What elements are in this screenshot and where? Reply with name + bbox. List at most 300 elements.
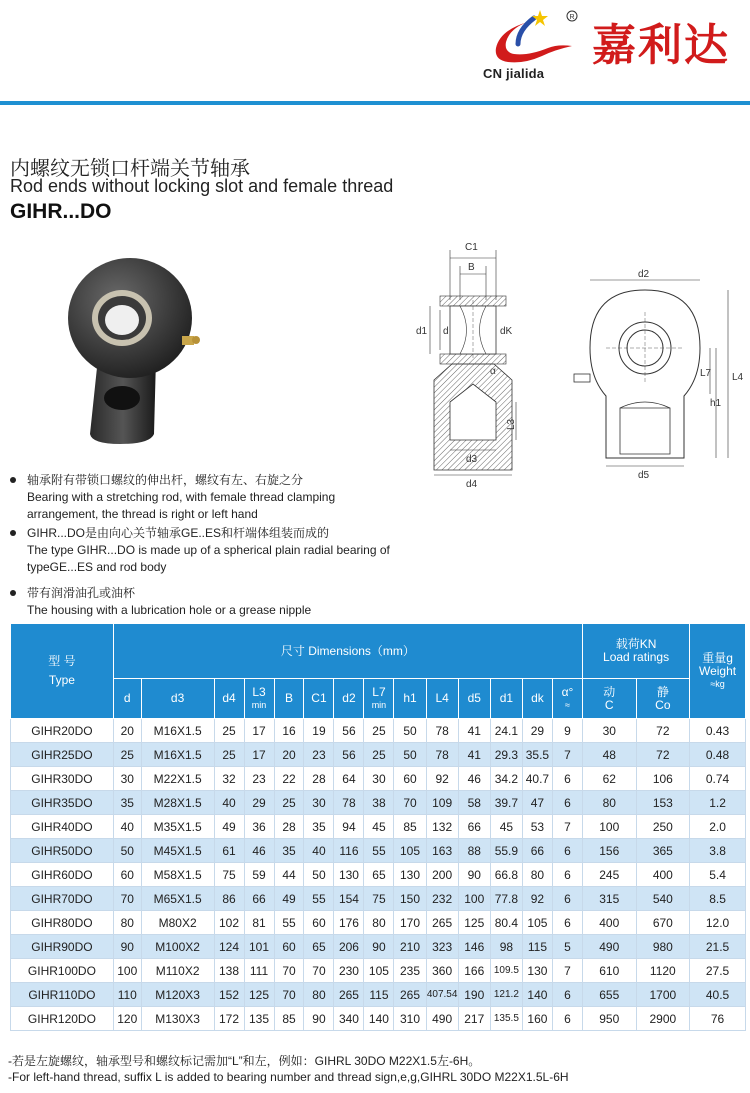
weight-header — [690, 624, 746, 719]
column-header — [522, 679, 552, 719]
product-photo — [60, 248, 200, 448]
table-cell: 310 — [394, 1007, 426, 1031]
bullet-text-en: Bearing with a stretching rod, with female thread clamping arrangement, the thread is right or left hand — [27, 490, 336, 521]
bullet-text-cn: 带有润滑油孔或油杯 — [27, 586, 136, 600]
table-cell: 217 — [458, 1007, 490, 1031]
table-cell: 245 — [582, 863, 636, 887]
table-cell: 58 — [458, 791, 490, 815]
table-row — [11, 935, 746, 959]
bullet-dot — [10, 530, 16, 536]
table-cell: 17 — [244, 719, 274, 743]
table-cell: 30 — [113, 767, 141, 791]
table-cell: 105 — [522, 911, 552, 935]
title-english: Rod ends without locking slot and female thread — [10, 176, 394, 196]
table-cell: 80 — [582, 791, 636, 815]
section-drawing — [410, 230, 530, 490]
table-cell: 21.5 — [690, 935, 746, 959]
label-d2: d2 — [638, 269, 650, 280]
table-cell: 60 — [274, 935, 304, 959]
table-cell: 70 — [113, 887, 141, 911]
table-cell: 80 — [364, 911, 394, 935]
table-cell: M58X1.5 — [141, 863, 214, 887]
table-cell: 40.5 — [690, 983, 746, 1007]
column-header-label: α° — [561, 684, 574, 699]
table-row — [11, 815, 746, 839]
table-cell: 70 — [304, 959, 334, 983]
column-header-label: d2 — [342, 691, 356, 705]
table-cell: 135 — [244, 1007, 274, 1031]
table-cell: 85 — [394, 815, 426, 839]
column-header-min: min — [251, 699, 267, 710]
table-cell: 7 — [552, 959, 582, 983]
bullet-dot — [10, 590, 16, 596]
table-cell: 47 — [522, 791, 552, 815]
table-cell: 75 — [214, 863, 244, 887]
table-cell: 19 — [304, 719, 334, 743]
table-cell: M80X2 — [141, 911, 214, 935]
table-cell: 0.74 — [690, 767, 746, 791]
column-header-label: L7 — [372, 684, 386, 699]
table-cell: 340 — [334, 1007, 364, 1031]
table-cell: 76 — [690, 1007, 746, 1031]
table-cell: 66 — [458, 815, 490, 839]
model-cell: GIHR90DO — [11, 935, 114, 959]
table-cell: 232 — [426, 887, 458, 911]
table-cell: 265 — [394, 983, 426, 1007]
column-header-label: d1 — [499, 691, 514, 705]
table-cell: 125 — [244, 983, 274, 1007]
table-cell: 70 — [394, 791, 426, 815]
column-header-row — [11, 679, 746, 719]
table-cell: 45 — [364, 815, 394, 839]
table-cell: 250 — [636, 815, 690, 839]
table-cell: 41 — [458, 719, 490, 743]
load-header-en: Load ratings — [603, 650, 670, 664]
column-header-label: L3 — [252, 684, 266, 699]
table-row — [11, 887, 746, 911]
table-cell: 6 — [552, 791, 582, 815]
table-cell: 172 — [214, 1007, 244, 1031]
column-header — [274, 679, 304, 719]
table-cell: 106 — [636, 767, 690, 791]
table-cell: 98 — [490, 935, 522, 959]
table-cell: 65 — [364, 863, 394, 887]
table-cell: 50 — [113, 839, 141, 863]
table-cell: 56 — [334, 743, 364, 767]
table-body — [11, 719, 746, 1031]
table-cell: 80 — [113, 911, 141, 935]
table-cell: 235 — [394, 959, 426, 983]
table-cell: 38 — [364, 791, 394, 815]
column-header — [334, 679, 364, 719]
table-cell: 56 — [334, 719, 364, 743]
column-header — [458, 679, 490, 719]
table-cell: 72 — [636, 743, 690, 767]
type-header — [11, 624, 114, 719]
title-chinese: 内螺纹无锁口杆端关节轴承 — [10, 158, 250, 180]
table-cell: 44 — [274, 863, 304, 887]
column-header — [426, 679, 458, 719]
table-cell: 230 — [334, 959, 364, 983]
table-cell: 152 — [214, 983, 244, 1007]
table-cell: 610 — [582, 959, 636, 983]
bullet-item — [10, 585, 390, 619]
table-cell: 206 — [334, 935, 364, 959]
table-cell: M120X3 — [141, 983, 214, 1007]
column-header-label: B — [284, 691, 293, 705]
load-column-cn: 静 — [656, 684, 669, 699]
bullet-text-cn: 轴承附有带锁口螺纹的伸出杆，螺纹有左、右旋之分 — [27, 473, 304, 487]
table-cell: 50 — [394, 719, 426, 743]
model-cell: GIHR50DO — [11, 839, 114, 863]
table-cell: 6 — [552, 887, 582, 911]
label-d4: d4 — [466, 479, 478, 490]
table-cell: 35.5 — [522, 743, 552, 767]
table-cell: 110 — [113, 983, 141, 1007]
table-cell: 49 — [274, 887, 304, 911]
column-header-label: d — [123, 691, 131, 705]
table-cell: 25 — [214, 719, 244, 743]
model-cell: GIHR20DO — [11, 719, 114, 743]
table-cell: 655 — [582, 983, 636, 1007]
table-row — [11, 911, 746, 935]
table-cell: 55 — [364, 839, 394, 863]
load-column-header — [636, 679, 690, 719]
weight-header-cn: 重量g — [702, 650, 733, 665]
table-row — [11, 839, 746, 863]
table-cell: 29 — [244, 791, 274, 815]
column-header — [394, 679, 426, 719]
table-cell: 25 — [274, 791, 304, 815]
table-cell: 41 — [458, 743, 490, 767]
table-cell: M16X1.5 — [141, 743, 214, 767]
model-code: GIHR...DO — [10, 200, 112, 223]
table-cell: 115 — [364, 983, 394, 1007]
table-row — [11, 743, 746, 767]
table-cell: 100 — [582, 815, 636, 839]
model-cell: GIHR100DO — [11, 959, 114, 983]
table-cell: 6 — [552, 983, 582, 1007]
column-header — [244, 679, 274, 719]
table-cell: 365 — [636, 839, 690, 863]
table-cell: 1120 — [636, 959, 690, 983]
table-cell: 111 — [244, 959, 274, 983]
table-cell: 60 — [304, 911, 334, 935]
header-divider — [0, 101, 750, 105]
table-cell: 124 — [214, 935, 244, 959]
table-cell: 20 — [113, 719, 141, 743]
table-cell: 25 — [214, 743, 244, 767]
table-cell: M65X1.5 — [141, 887, 214, 911]
table-row — [11, 719, 746, 743]
table-cell: 156 — [582, 839, 636, 863]
table-cell: 35 — [304, 815, 334, 839]
table-cell: 315 — [582, 887, 636, 911]
table-cell: 53 — [522, 815, 552, 839]
column-header — [113, 679, 141, 719]
table-cell: 70 — [274, 983, 304, 1007]
company-logo — [488, 8, 580, 68]
table-cell: 78 — [426, 743, 458, 767]
label-l4: L4 — [732, 372, 744, 383]
table-cell: 170 — [394, 911, 426, 935]
table-cell: 77.8 — [490, 887, 522, 911]
column-header — [552, 679, 582, 719]
table-cell: 130 — [334, 863, 364, 887]
load-column-en: Co — [655, 697, 671, 712]
table-cell: 90 — [304, 1007, 334, 1031]
table-cell: 55 — [274, 911, 304, 935]
table-cell: 210 — [394, 935, 426, 959]
table-cell: 140 — [522, 983, 552, 1007]
table-cell: 6 — [552, 839, 582, 863]
table-cell: 49 — [214, 815, 244, 839]
table-cell: 78 — [334, 791, 364, 815]
table-cell: 92 — [522, 887, 552, 911]
table-cell: 34.2 — [490, 767, 522, 791]
table-cell: 40 — [214, 791, 244, 815]
table-cell: 670 — [636, 911, 690, 935]
table-cell: 407.54 — [426, 983, 458, 1007]
table-cell: 120 — [113, 1007, 141, 1031]
column-header-label: h1 — [403, 691, 417, 705]
table-cell: 30 — [364, 767, 394, 791]
table-cell: 40 — [304, 839, 334, 863]
bullet-dot — [10, 477, 16, 483]
table-cell: 66 — [244, 887, 274, 911]
table-row — [11, 767, 746, 791]
table-cell: 3.8 — [690, 839, 746, 863]
footnote-chinese: -若是左旋螺纹，轴承型号和螺纹标记需加“L”和左，例如：GIHRL 30DO M22X1.5左-6H。 — [8, 1054, 481, 1068]
table-cell: 109.5 — [490, 959, 522, 983]
table-cell: 135.5 — [490, 1007, 522, 1031]
table-cell: 176 — [334, 911, 364, 935]
model-cell: GIHR120DO — [11, 1007, 114, 1031]
table-row — [11, 983, 746, 1007]
table-cell: 160 — [522, 1007, 552, 1031]
load-header-cn: 载荷KN — [615, 637, 657, 651]
table-cell: 64 — [334, 767, 364, 791]
table-cell: 86 — [214, 887, 244, 911]
registered-mark: R — [569, 14, 575, 21]
table-cell: 78 — [426, 719, 458, 743]
table-cell: 400 — [636, 863, 690, 887]
table-cell: 100 — [113, 959, 141, 983]
table-cell: 25 — [364, 719, 394, 743]
table-cell: 23 — [304, 743, 334, 767]
table-cell: 62 — [582, 767, 636, 791]
table-cell: 24.1 — [490, 719, 522, 743]
bullet-text-cn: GIHR...DO是由向心关节轴承GE..ES和杆端体组装而成的 — [27, 526, 330, 540]
column-header — [141, 679, 214, 719]
table-cell: 140 — [364, 1007, 394, 1031]
table-cell: M28X1.5 — [141, 791, 214, 815]
type-header-cn: 型 号 — [48, 654, 76, 668]
table-cell: 980 — [636, 935, 690, 959]
column-header-label: d5 — [467, 691, 481, 705]
bullet-text-en: The housing with a lubrication hole or a grease nipple — [27, 603, 312, 617]
column-header — [364, 679, 394, 719]
table-cell: 20 — [274, 743, 304, 767]
label-c1: C1 — [465, 242, 478, 253]
label-d1: d1 — [416, 326, 428, 337]
table-cell: 90 — [364, 935, 394, 959]
table-row — [11, 863, 746, 887]
table-cell: M16X1.5 — [141, 719, 214, 743]
column-header-label: d3 — [170, 691, 185, 705]
table-cell: 116 — [334, 839, 364, 863]
table-cell: 28 — [304, 767, 334, 791]
table-cell: 323 — [426, 935, 458, 959]
table-cell: 6 — [552, 767, 582, 791]
table-cell: 6 — [552, 911, 582, 935]
model-cell: GIHR30DO — [11, 767, 114, 791]
column-header-label: dk — [531, 691, 544, 705]
table-cell: 80 — [522, 863, 552, 887]
table-cell: 490 — [582, 935, 636, 959]
table-cell: 80.4 — [490, 911, 522, 935]
table-cell: 121.2 — [490, 983, 522, 1007]
type-header-en: Type — [48, 673, 75, 687]
table-cell: 85 — [274, 1007, 304, 1031]
table-cell: 6 — [552, 863, 582, 887]
table-cell: 29.3 — [490, 743, 522, 767]
column-header-approx: ≈ — [564, 699, 570, 710]
table-cell: 35 — [274, 839, 304, 863]
table-cell: 8.5 — [690, 887, 746, 911]
table-cell: 30 — [304, 791, 334, 815]
label-l3: L3 — [506, 418, 517, 430]
label-b: B — [468, 262, 475, 273]
table-row — [11, 791, 746, 815]
table-cell: 40 — [113, 815, 141, 839]
table-cell: 105 — [394, 839, 426, 863]
column-header — [304, 679, 334, 719]
table-cell: 66.8 — [490, 863, 522, 887]
table-cell: 5.4 — [690, 863, 746, 887]
table-cell: 66 — [522, 839, 552, 863]
table-cell: 12.0 — [690, 911, 746, 935]
table-cell: 2900 — [636, 1007, 690, 1031]
table-cell: 132 — [426, 815, 458, 839]
table-cell: 70 — [274, 959, 304, 983]
table-cell: 40.7 — [522, 767, 552, 791]
table-cell: 94 — [334, 815, 364, 839]
table-cell: 138 — [214, 959, 244, 983]
table-cell: 166 — [458, 959, 490, 983]
bullet-item — [10, 525, 390, 576]
table-cell: 60 — [394, 767, 426, 791]
dimensions-header: 尺寸 Dimensions（mm） — [113, 624, 582, 679]
table-cell: 92 — [426, 767, 458, 791]
table-cell: 16 — [274, 719, 304, 743]
column-header-label: d4 — [222, 691, 236, 705]
table-cell: 0.43 — [690, 719, 746, 743]
table-cell: 130 — [394, 863, 426, 887]
table-cell: 36 — [244, 815, 274, 839]
table-cell: 153 — [636, 791, 690, 815]
table-cell: M35X1.5 — [141, 815, 214, 839]
table-cell: 540 — [636, 887, 690, 911]
table-cell: 28 — [274, 815, 304, 839]
bullet-item — [10, 472, 390, 523]
label-dk: dK — [500, 326, 513, 337]
model-cell: GIHR80DO — [11, 911, 114, 935]
table-cell: 88 — [458, 839, 490, 863]
table-cell: 45 — [490, 815, 522, 839]
table-cell: 60 — [113, 863, 141, 887]
table-cell: 27.5 — [690, 959, 746, 983]
table-cell: 30 — [582, 719, 636, 743]
column-header — [490, 679, 522, 719]
table-cell: 17 — [244, 743, 274, 767]
table-cell: 81 — [244, 911, 274, 935]
table-cell: 32 — [214, 767, 244, 791]
table-cell: 5 — [552, 935, 582, 959]
table-cell: 46 — [458, 767, 490, 791]
table-cell: 39.7 — [490, 791, 522, 815]
label-d: d — [443, 326, 449, 337]
spec-table — [10, 623, 746, 1031]
model-cell: GIHR60DO — [11, 863, 114, 887]
table-cell: 130 — [522, 959, 552, 983]
load-column-header — [582, 679, 636, 719]
table-cell: 102 — [214, 911, 244, 935]
table-cell: 35 — [113, 791, 141, 815]
model-cell: GIHR25DO — [11, 743, 114, 767]
brand-chinese-name: 嘉利达 — [592, 20, 730, 71]
footnote-english: -For left-hand thread, suffix L is added to bearing number and thread sign,e,g,GIHRL 30DO M22X1.5L-6H — [8, 1070, 569, 1084]
table-cell: M130X3 — [141, 1007, 214, 1031]
table-cell: 48 — [582, 743, 636, 767]
label-d5: d5 — [638, 470, 650, 480]
weight-header-unit: ≈kg — [710, 678, 725, 689]
table-row — [11, 959, 746, 983]
table-cell: 1700 — [636, 983, 690, 1007]
table-cell: 55 — [304, 887, 334, 911]
table-cell: 23 — [244, 767, 274, 791]
column-header-label: L4 — [435, 691, 449, 705]
table-cell: 90 — [458, 863, 490, 887]
table-cell: 80 — [304, 983, 334, 1007]
table-cell: 72 — [636, 719, 690, 743]
model-cell: GIHR110DO — [11, 983, 114, 1007]
column-header-min: min — [371, 699, 387, 710]
model-cell: GIHR40DO — [11, 815, 114, 839]
table-cell: 7 — [552, 743, 582, 767]
load-header — [582, 624, 689, 679]
table-cell: 490 — [426, 1007, 458, 1031]
table-cell: 46 — [244, 839, 274, 863]
table-cell: 6 — [552, 1007, 582, 1031]
table-cell: 190 — [458, 983, 490, 1007]
table-cell: 150 — [394, 887, 426, 911]
table-cell: 360 — [426, 959, 458, 983]
table-cell: 146 — [458, 935, 490, 959]
table-cell: M110X2 — [141, 959, 214, 983]
table-cell: 59 — [244, 863, 274, 887]
table-cell: 9 — [552, 719, 582, 743]
front-drawing — [560, 268, 750, 480]
table-cell: 163 — [426, 839, 458, 863]
label-h1: h1 — [710, 398, 722, 409]
table-cell: 125 — [458, 911, 490, 935]
table-cell: 200 — [426, 863, 458, 887]
weight-header-en: Weight — [698, 663, 737, 678]
table-cell: 50 — [394, 743, 426, 767]
table-cell: 29 — [522, 719, 552, 743]
column-header — [214, 679, 244, 719]
